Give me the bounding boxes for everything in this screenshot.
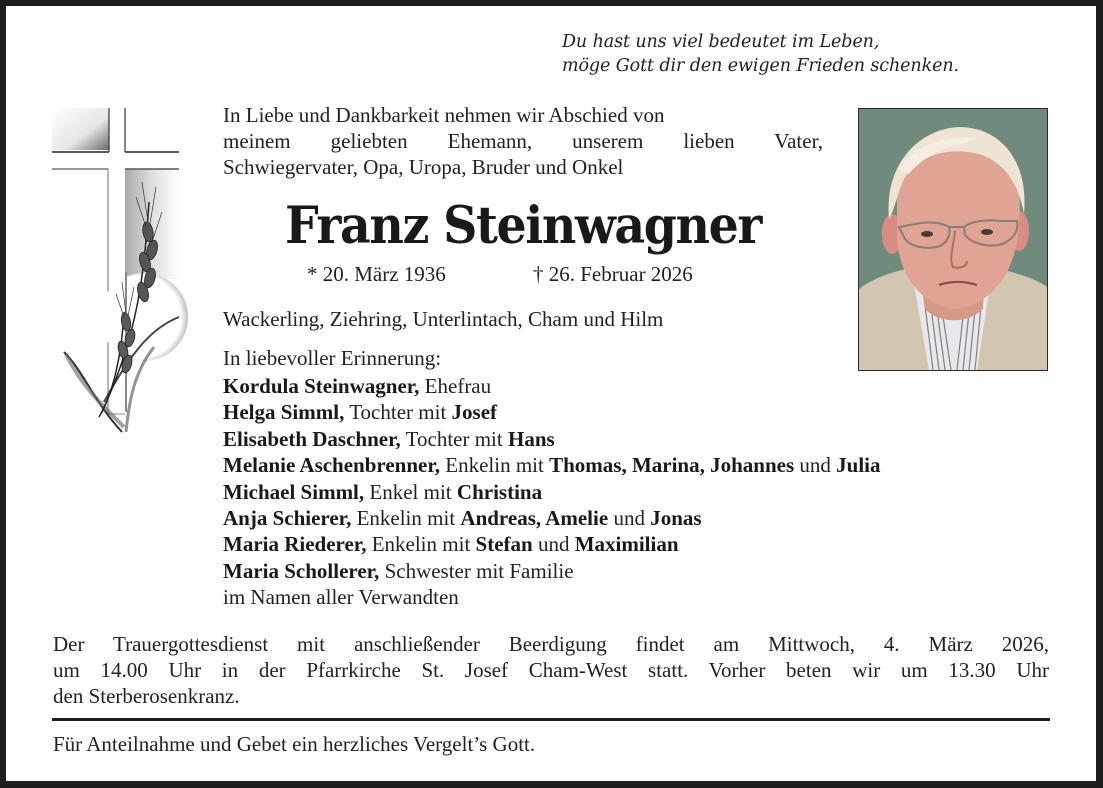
conjunction: und [794,453,837,478]
mourner-partner: Julia [836,453,881,478]
mourner-name: Helga Simml, [223,400,345,425]
mourner-partner: Andreas, Amelie [460,506,609,531]
mourner-relation: Schwester mit Familie [379,558,574,583]
farewell-intro [223,102,823,180]
funeral-service-notice [53,631,1049,709]
death-date: † 26. Februar 2026 [533,262,693,286]
mourner-name: Maria Schollerer, [223,558,380,583]
mourner-relation: Enkel mit [364,479,457,504]
intro-line-2: meinem geliebten Ehemann, unserem lieben Vater, [223,129,823,153]
conjunction: und [532,532,575,557]
mourner-row [223,426,881,452]
mourners-heading: In liebevoller Erinnerung: [223,346,442,370]
mourner-relation: Enkelin mit [440,453,550,478]
mourner-partner: Christina [456,479,543,504]
mourner-relation: Enkelin mit [366,532,476,557]
mourner-relation: Enkelin mit [351,506,461,531]
portrait-photo [858,108,1048,371]
mourner-partner: Josef [451,400,498,425]
mourner-relation: Tochter mit [344,400,452,425]
mourner-name: Maria Riederer, [223,532,367,557]
intro-line-1: In Liebe und Dankbarkeit nehmen wir Abschied von [223,103,665,127]
mourner-relation: Ehefrau [419,374,492,398]
mourner-name: Kordula Steinwagner, [223,374,420,398]
motto-verse [562,30,959,78]
mourner-row-closing [223,584,881,610]
service-line-2: um 14.00 Uhr in der Pfarrkirche St. Josef Cham-West statt. Vorher beten wir um 13.30 Uhr [53,658,1049,682]
motto-line-1: Du hast uns viel bedeutet im Leben, [562,32,880,52]
mourner-name: Melanie Aschenbrenner, [223,453,441,478]
conjunction: und [608,506,651,531]
mourner-row [223,505,881,531]
intro-line-3: Schwiegervater, Opa, Uropa, Bruder und Onkel [223,155,624,179]
closing-phrase: im Namen aller Verwandten [223,585,459,610]
motto-line-2: möge Gott dir den ewigen Frieden schenken. [562,56,959,76]
mourner-row [223,452,881,478]
mourner-partner: Hans [507,426,555,451]
places-list: Wackerling, Ziehring, Unterlintach, Cham und Hilm [223,307,664,331]
thanks-line: Für Anteilnahme und Gebet ein herzliches Vergelt’s Gott. [53,732,536,756]
mourner-name: Michael Simml, [223,479,365,504]
cross-with-wheat-icon [44,102,194,437]
mourner-row [223,399,881,425]
divider-rule [52,718,1050,721]
service-line-1: Der Trauergottesdienst mit anschließender Beerdigung findet am Mittwoch, 4. März 2026, [53,632,1049,656]
mourner-row [223,558,881,584]
deceased-name: Franz Steinwagner [284,196,761,256]
mourners-list [223,343,881,611]
birth-date: * 20. März 1936 [307,262,446,286]
mourner-row [223,531,881,557]
mourner-partner: Jonas [650,506,702,531]
service-line-3: den Sterberosenkranz. [53,684,240,708]
mourner-name: Anja Schierer, [223,506,352,531]
mourner-row [223,479,881,505]
mourner-name: Elisabeth Daschner, [223,426,401,451]
mourner-partner: Thomas, Marina, Johannes [549,453,795,478]
mourner-partner: Stefan [475,532,533,557]
mourner-row [223,373,881,399]
portrait-image [859,109,1047,370]
mourner-partner: Maximilian [574,532,679,557]
mourner-relation: Tochter mit [400,426,508,451]
